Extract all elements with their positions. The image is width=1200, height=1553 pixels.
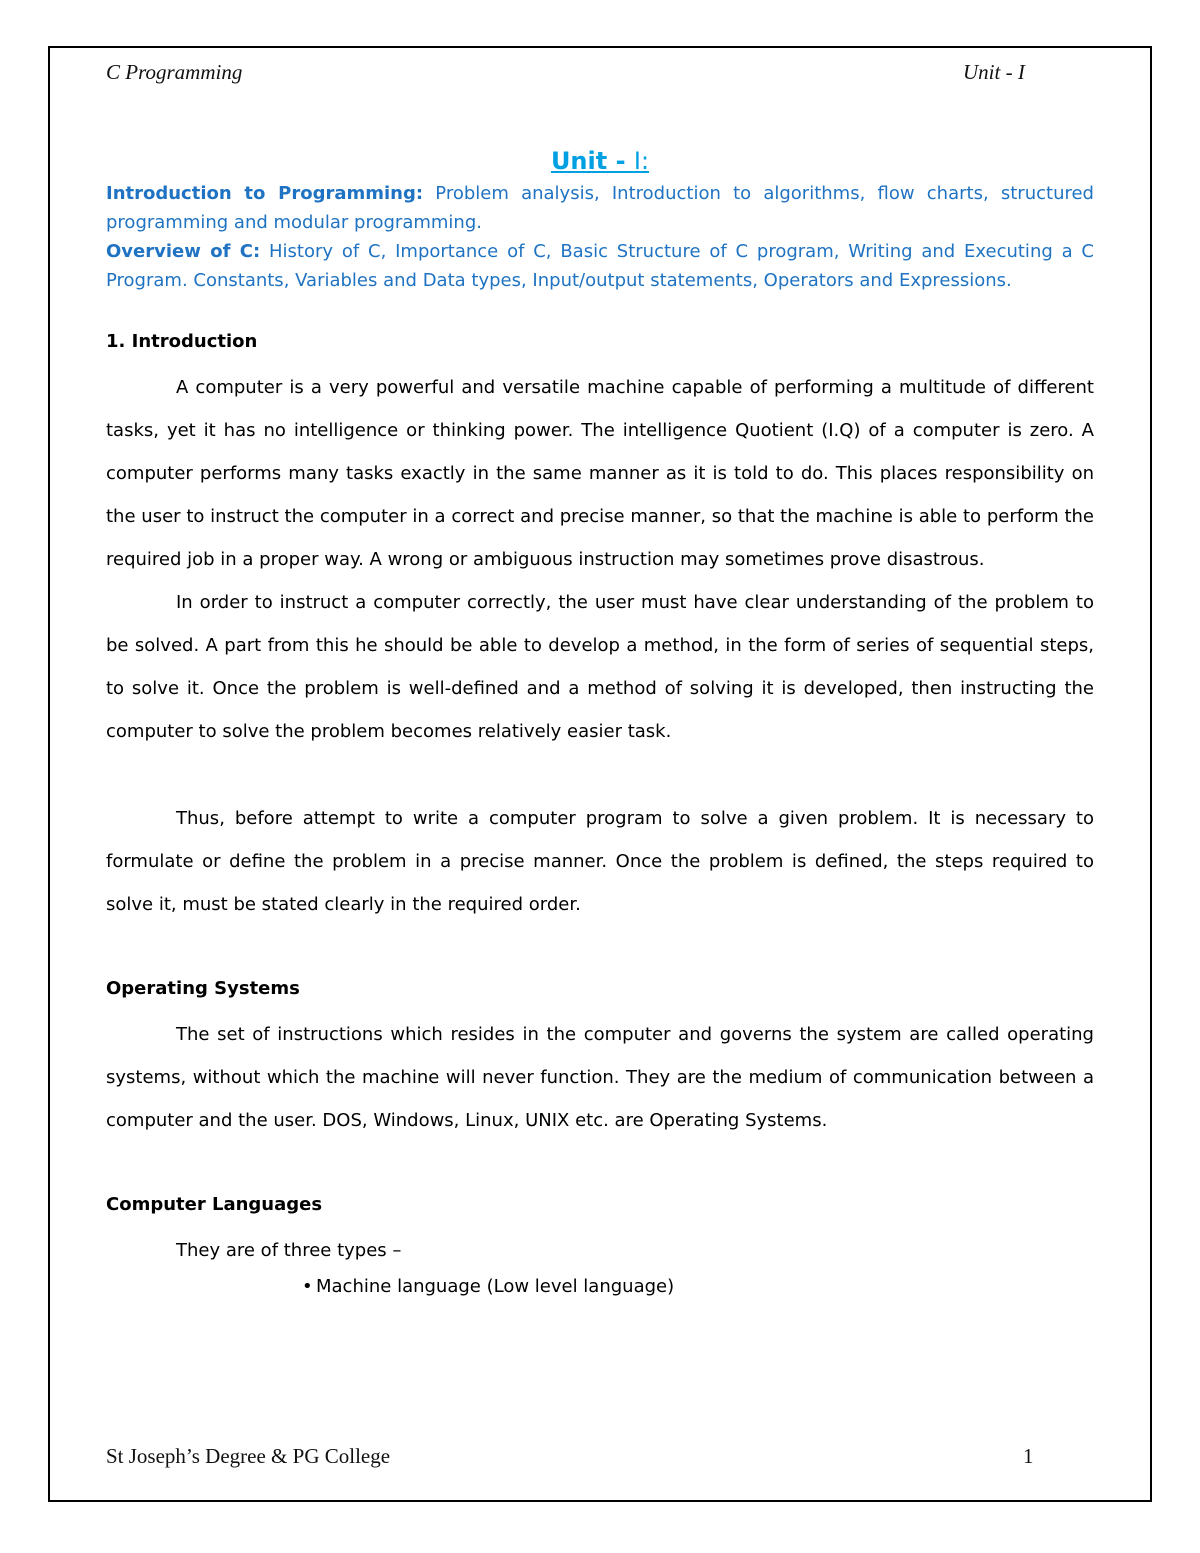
header-unit-label: Unit - I xyxy=(963,60,1025,84)
bullet-icon: • xyxy=(302,1276,313,1297)
unit-title-suffix: I: xyxy=(633,147,650,175)
unit-title-main: Unit - xyxy=(550,147,634,175)
unit-title xyxy=(106,143,1094,179)
syllabus-overview-label: Overview of C: xyxy=(106,241,261,262)
os-paragraph: The set of instructions which resides in the computer and governs the system are called operating systems, without which the machine will never function. They are the medium of communication between a computer and the user. DOS, Windows, Linux, UNIX etc. are Operating Systems. xyxy=(106,1024,1094,1131)
header-course-title: C Programming xyxy=(106,60,243,84)
footer-page-number: 1 xyxy=(1023,1444,1034,1468)
page-content xyxy=(106,143,1094,1302)
intro-paragraph-1: A computer is a very powerful and versatile machine capable of performing a multitude of different tasks, yet it has no intelligence or thinking power. The intelligence Quotient (I.Q) of a computer is zero. A computer performs many tasks exactly in the same manner as it is told to do. This places responsibility on the user to instruct the computer in a correct and precise manner, so that the machine is able to perform the required job in a proper way. A wrong or ambiguous instruction may sometimes prove disastrous. xyxy=(106,377,1094,570)
section-heading-computer-languages: Computer Languages xyxy=(106,1194,323,1215)
section-heading-introduction: 1. Introduction xyxy=(106,331,258,352)
syllabus-overview-text: History of C, Importance of C, Basic Structure of C program, Writing and Executing a C Program. Constants, Variables and Data types, Input/output statements, Operators and Expressions. xyxy=(106,241,1094,291)
list-item-text: Machine language (Low level language) xyxy=(316,1276,675,1297)
footer-college-name: St Joseph’s Degree & PG College xyxy=(106,1444,391,1468)
syllabus-intro-text: Problem analysis, Introduction to algorithms, flow charts, structured programming and modular programming. xyxy=(106,183,1094,233)
syllabus-intro-label: Introduction to Programming: xyxy=(106,183,424,204)
syllabus-intro xyxy=(106,179,1094,237)
intro-paragraph-2: In order to instruct a computer correctly, the user must have clear understanding of the problem to be solved. A part from this he should be able to develop a method, in the form of series of sequential steps, to solve it. Once the problem is well-defined and a method of solving it is developed, then instructing the computer to solve the problem becomes relatively easier task. xyxy=(106,592,1094,742)
languages-intro: They are of three types – xyxy=(176,1240,402,1261)
syllabus-overview xyxy=(106,237,1094,295)
section-heading-operating-systems: Operating Systems xyxy=(106,978,300,999)
intro-paragraph-3: Thus, before attempt to write a computer program to solve a given problem. It is necessary to formulate or define the problem in a precise manner. Once the problem is defined, the steps required to solve it, must be stated clearly in the required order. xyxy=(106,808,1094,915)
list-item xyxy=(106,1272,1094,1302)
